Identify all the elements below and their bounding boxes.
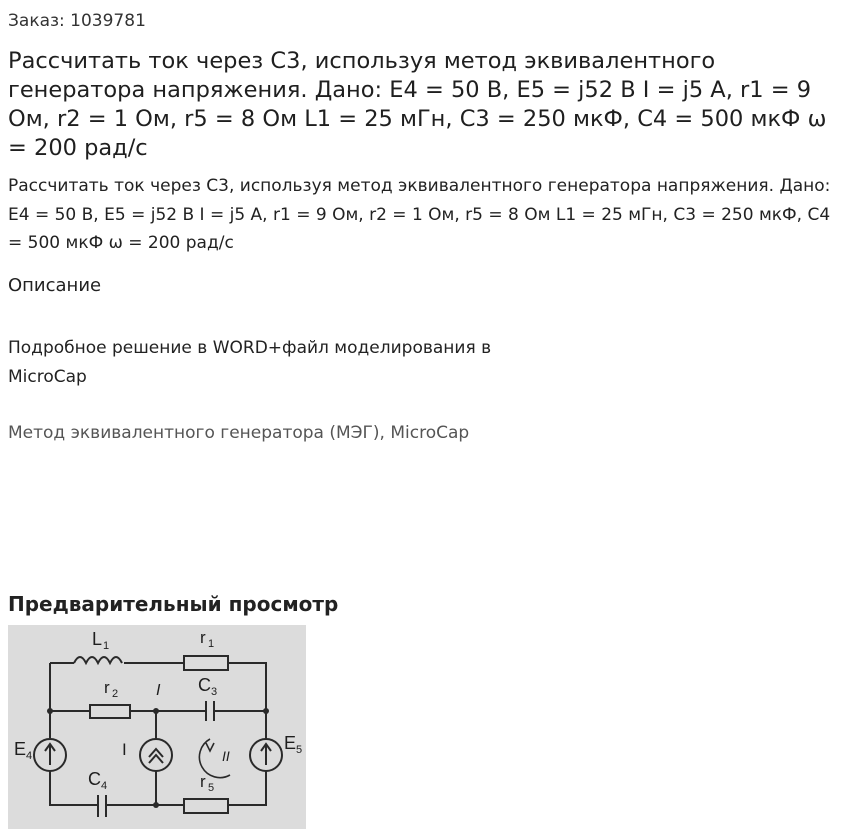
preview-heading: Предварительный просмотр — [8, 592, 339, 616]
node-center-top — [153, 708, 159, 714]
node-left — [47, 708, 53, 714]
label-e5-sub: 5 — [296, 744, 303, 756]
label-e4: E — [14, 739, 27, 759]
node-right — [263, 708, 269, 714]
circuit-diagram — [8, 625, 306, 829]
label-r1-sub: 1 — [208, 638, 215, 650]
label-c3-sub: 3 — [211, 686, 218, 698]
label-c4-sub: 4 — [101, 780, 108, 792]
label-l1-sub: 1 — [103, 640, 110, 652]
label-e4-sub: 4 — [26, 750, 33, 762]
page-title: Рассчитать ток через C3, используя метод эквивалентного генератора напряжения. Дано: E4 = 50 В, E5 = j52 В I = j5 A, r1 = 9 Ом, r2 = 1 Ом, r5 = 8 Ом L1 = 25 мГн, C3 = 250 мкФ, C4 = 500 мкФ ω = 200 рад/с — [8, 48, 827, 161]
label-l1: L — [92, 629, 103, 649]
label-r5-sub: 5 — [208, 782, 215, 794]
label-loop-ii: II — [222, 748, 230, 764]
label-i-source: I — [122, 740, 127, 759]
node-center-bottom — [153, 802, 159, 808]
label-r5: r — [200, 772, 206, 791]
work-tags: Метод эквивалентного генератора (МЭГ), MicroCap — [8, 423, 470, 443]
label-c3: C — [198, 675, 211, 695]
label-e5: E — [284, 733, 297, 753]
circuit-preview-image — [8, 625, 306, 829]
label-c4: C — [88, 769, 101, 789]
description-section-label: Описание — [8, 275, 102, 296]
task-description: Рассчитать ток через C3, используя метод эквивалентного генератора напряжения. Дано: E4 = 50 В, E5 = j52 В I = j5 A, r1 = 9 Ом, r2 = 1 Ом, r5 = 8 Ом L1 = 25 мГн, C3 = 250 мкФ, C4 = 500 мкФ ω = 200 рад/с — [8, 176, 831, 253]
label-r2: r — [104, 678, 110, 697]
label-r1: r — [200, 628, 206, 647]
order-number: Заказ: 1039781 — [8, 11, 146, 31]
label-r2-sub: 2 — [112, 688, 119, 700]
description-detail: Подробное решение в WORD+файл моделирования в MicroCap — [8, 338, 492, 387]
label-current-top: I — [156, 682, 161, 699]
